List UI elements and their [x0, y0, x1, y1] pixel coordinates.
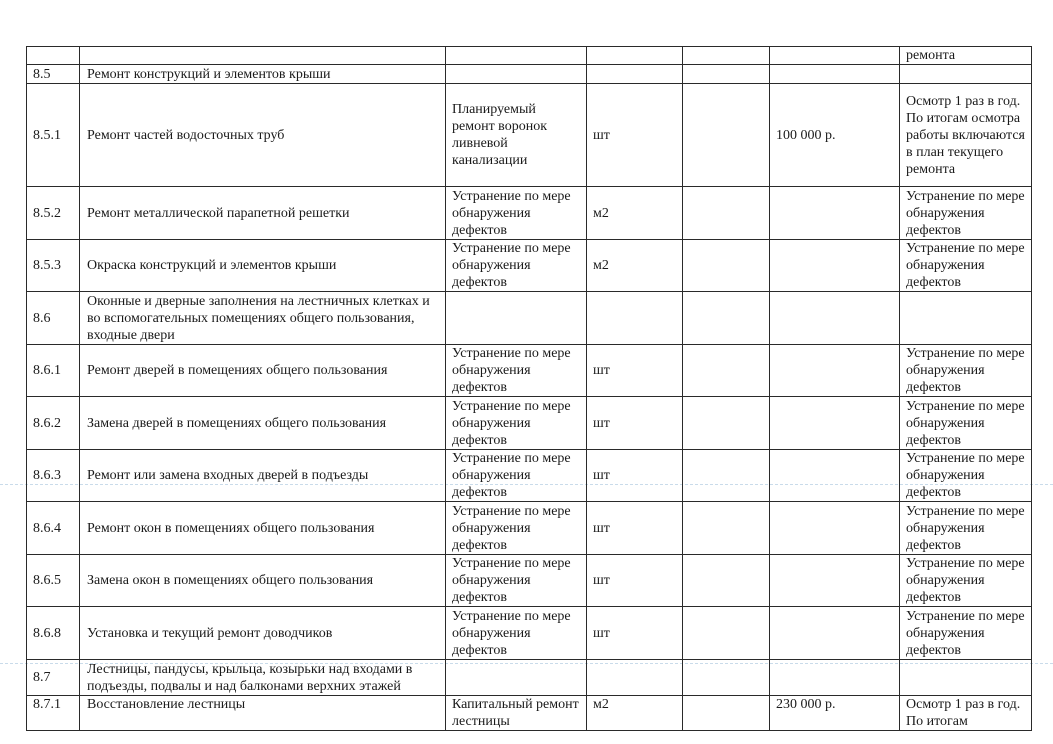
unit-cell — [587, 65, 683, 84]
work-type-cell: Планируемый ремонт воронок ливневой канализации — [446, 84, 587, 187]
row-number-cell: 8.5.1 — [27, 84, 80, 187]
unit-cell: шт — [587, 450, 683, 502]
work-type-cell — [446, 660, 587, 696]
quantity-cell — [683, 84, 770, 187]
note-cell: ремонта — [900, 47, 1032, 65]
note-cell — [900, 660, 1032, 696]
note-cell: Устранение по мере обнаружения дефектов — [900, 607, 1032, 660]
unit-cell: м2 — [587, 187, 683, 240]
maintenance-plan-table — [26, 46, 1032, 731]
note-cell: Устранение по мере обнаружения дефектов — [900, 450, 1032, 502]
unit-cell: шт — [587, 502, 683, 555]
note-cell: Устранение по мере обнаружения дефектов — [900, 187, 1032, 240]
work-name-cell: Ремонт частей водосточных труб — [80, 84, 446, 187]
row-number-cell: 8.7.1 — [27, 696, 80, 731]
cost-cell — [770, 240, 900, 292]
row-number-cell: 8.6.2 — [27, 397, 80, 450]
work-name-cell: Ремонт дверей в помещениях общего пользования — [80, 345, 446, 397]
table-row — [27, 660, 1032, 696]
quantity-cell — [683, 65, 770, 84]
quantity-cell — [683, 397, 770, 450]
quantity-cell — [683, 607, 770, 660]
note-cell: Устранение по мере обнаружения дефектов — [900, 345, 1032, 397]
work-type-cell: Устранение по мере обнаружения дефектов — [446, 607, 587, 660]
cost-cell — [770, 292, 900, 345]
cost-cell: 100 000 р. — [770, 84, 900, 187]
cost-cell — [770, 187, 900, 240]
table-row — [27, 240, 1032, 292]
cost-cell — [770, 502, 900, 555]
work-type-cell: Устранение по мере обнаружения дефектов — [446, 240, 587, 292]
quantity-cell — [683, 502, 770, 555]
table-row — [27, 345, 1032, 397]
unit-cell — [587, 292, 683, 345]
work-type-cell: Устранение по мере обнаружения дефектов — [446, 502, 587, 555]
row-number-cell: 8.6.8 — [27, 607, 80, 660]
row-number-cell — [27, 47, 80, 65]
row-number-cell: 8.6.4 — [27, 502, 80, 555]
unit-cell: м2 — [587, 240, 683, 292]
cost-cell: 230 000 р. — [770, 696, 900, 731]
table-row — [27, 65, 1032, 84]
cost-cell — [770, 47, 900, 65]
quantity-cell — [683, 292, 770, 345]
row-number-cell: 8.5.2 — [27, 187, 80, 240]
note-cell — [900, 292, 1032, 345]
unit-cell: шт — [587, 397, 683, 450]
cost-cell — [770, 65, 900, 84]
table-row — [27, 397, 1032, 450]
quantity-cell — [683, 555, 770, 607]
cost-cell — [770, 345, 900, 397]
quantity-cell — [683, 345, 770, 397]
row-number-cell: 8.6.1 — [27, 345, 80, 397]
work-name-cell: Замена окон в помещениях общего пользования — [80, 555, 446, 607]
row-number-cell: 8.5.3 — [27, 240, 80, 292]
table-row — [27, 84, 1032, 187]
note-cell: Устранение по мере обнаружения дефектов — [900, 502, 1032, 555]
work-name-cell: Установка и текущий ремонт доводчиков — [80, 607, 446, 660]
table-row — [27, 502, 1032, 555]
row-number-cell: 8.6.3 — [27, 450, 80, 502]
note-cell: Осмотр 1 раз в год. По итогам — [900, 696, 1032, 731]
quantity-cell — [683, 187, 770, 240]
note-cell: Устранение по мере обнаружения дефектов — [900, 555, 1032, 607]
table-row — [27, 47, 1032, 65]
work-type-cell: Устранение по мере обнаружения дефектов — [446, 187, 587, 240]
cost-cell — [770, 555, 900, 607]
unit-cell: шт — [587, 555, 683, 607]
table-row — [27, 555, 1032, 607]
table-row — [27, 187, 1032, 240]
unit-cell: шт — [587, 345, 683, 397]
quantity-cell — [683, 47, 770, 65]
unit-cell: шт — [587, 84, 683, 187]
row-number-cell: 8.6.5 — [27, 555, 80, 607]
work-name-cell: Замена дверей в помещениях общего пользования — [80, 397, 446, 450]
row-number-cell: 8.5 — [27, 65, 80, 84]
work-type-cell: Устранение по мере обнаружения дефектов — [446, 345, 587, 397]
cost-cell — [770, 397, 900, 450]
work-name-cell: Восстановление лестницы — [80, 696, 446, 731]
note-cell — [900, 65, 1032, 84]
row-number-cell: 8.6 — [27, 292, 80, 345]
work-name-cell: Окраска конструкций и элементов крыши — [80, 240, 446, 292]
work-type-cell — [446, 65, 587, 84]
work-name-cell: Ремонт или замена входных дверей в подъезды — [80, 450, 446, 502]
work-type-cell: Устранение по мере обнаружения дефектов — [446, 555, 587, 607]
work-type-cell — [446, 47, 587, 65]
work-name-cell: Оконные и дверные заполнения на лестничных клетках и во вспомогательных помещениях общего пользования, входные двери — [80, 292, 446, 345]
work-name-cell: Ремонт окон в помещениях общего пользования — [80, 502, 446, 555]
quantity-cell — [683, 660, 770, 696]
work-type-cell: Устранение по мере обнаружения дефектов — [446, 450, 587, 502]
unit-cell — [587, 660, 683, 696]
row-number-cell: 8.7 — [27, 660, 80, 696]
note-cell: Осмотр 1 раз в год. По итогам осмотра работы включаются в план текущего ремонта — [900, 84, 1032, 187]
work-name-cell: Ремонт конструкций и элементов крыши — [80, 65, 446, 84]
quantity-cell — [683, 696, 770, 731]
unit-cell: шт — [587, 607, 683, 660]
unit-cell: м2 — [587, 696, 683, 731]
quantity-cell — [683, 450, 770, 502]
table-row — [27, 292, 1032, 345]
unit-cell — [587, 47, 683, 65]
work-name-cell: Ремонт металлической парапетной решетки — [80, 187, 446, 240]
work-type-cell: Устранение по мере обнаружения дефектов — [446, 397, 587, 450]
quantity-cell — [683, 240, 770, 292]
cost-cell — [770, 607, 900, 660]
work-type-cell: Капитальный ремонт лестницы — [446, 696, 587, 731]
cost-cell — [770, 450, 900, 502]
table-row — [27, 607, 1032, 660]
work-name-cell — [80, 47, 446, 65]
cost-cell — [770, 660, 900, 696]
work-type-cell — [446, 292, 587, 345]
note-cell: Устранение по мере обнаружения дефектов — [900, 240, 1032, 292]
note-cell: Устранение по мере обнаружения дефектов — [900, 397, 1032, 450]
table-row — [27, 696, 1032, 731]
table-row — [27, 450, 1032, 502]
work-name-cell: Лестницы, пандусы, крыльца, козырьки над входами в подъезды, подвалы и над балконами верхних этажей — [80, 660, 446, 696]
